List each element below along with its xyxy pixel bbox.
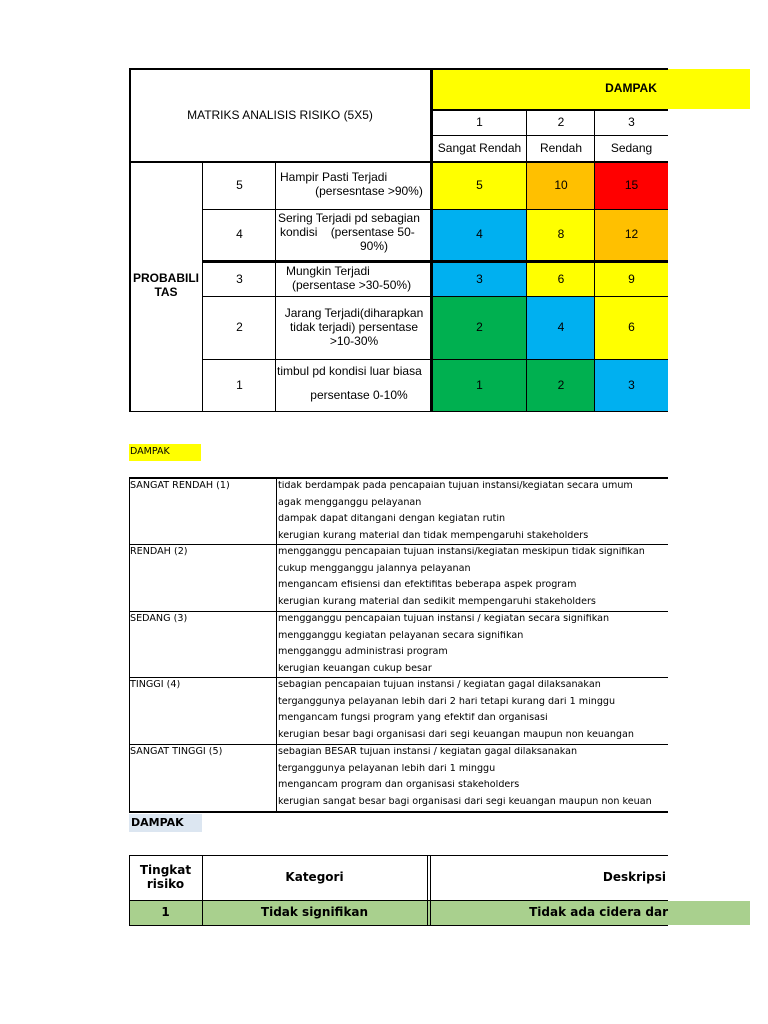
header-tingkat xyxy=(129,855,202,900)
risk-table-frame xyxy=(129,855,750,926)
prob-level-4: 4 xyxy=(236,227,243,242)
impact-label-3: Sedang xyxy=(610,140,653,155)
prob-desc-5 xyxy=(276,171,432,199)
impact-category-line: kerugian kurang material dan sedikit mempengaruhi stakeholders xyxy=(278,596,596,607)
prob-desc-2-line-1: Jarang Terjadi(diharapkan xyxy=(284,306,424,320)
risk-cell-4-3: 12 xyxy=(595,210,668,260)
impact-section-label: DAMPAK xyxy=(129,444,201,461)
header-kategori: Kategori xyxy=(285,869,344,884)
risk-cell-2-2: 4 xyxy=(527,297,595,359)
probability-line-1: PROBABILI xyxy=(133,271,199,285)
grid-line xyxy=(129,744,668,745)
impact-category-name: RENDAH (2) xyxy=(130,547,188,557)
risk-cell-3-3: 9 xyxy=(595,263,668,296)
grid-line xyxy=(129,811,668,813)
prob-desc-2-line-3: >10-30% xyxy=(329,333,379,348)
grid-line xyxy=(430,68,433,412)
grid-line xyxy=(275,161,276,412)
prob-desc-2 xyxy=(276,307,432,348)
risk-row-tingkat: 1 xyxy=(161,905,170,920)
grid-line xyxy=(129,900,668,901)
impact-category-line: terganggunya pelayanan lebih dari 1 minggu xyxy=(278,763,496,774)
impact-category-line: mengganggu pencapaian tujuan instansi / kegiatan secara signifikan xyxy=(278,614,610,624)
impact-category-line: kerugian sangat besar bagi organisasi dari segi keuangan maupun non keuan xyxy=(278,796,652,807)
impact-label-2: Rendah xyxy=(539,140,583,155)
impact-category-line: sebagian BESAR tujuan instansi / kegiatan gagal dilaksanakan xyxy=(278,747,578,757)
prob-level-5: 5 xyxy=(236,178,243,193)
grid-line xyxy=(129,68,668,70)
risk-level-label: DAMPAK xyxy=(129,814,202,832)
impact-category-name: SEDANG (3) xyxy=(130,614,188,624)
grid-line xyxy=(129,477,130,813)
grid-line xyxy=(202,161,203,412)
impact-label-1: Sangat Rendah xyxy=(437,140,522,155)
prob-desc-3 xyxy=(276,265,432,293)
prob-desc-1-line-2: persentase 0-10% xyxy=(310,387,408,402)
impact-category-line: kerugian kurang material dan tidak mempengaruhi stakeholders xyxy=(278,530,589,541)
grid-line xyxy=(203,209,668,210)
grid-line xyxy=(129,411,668,412)
grid-line xyxy=(430,855,431,926)
impact-category-line: mengancam program dan organisasi stakeholders xyxy=(278,780,520,790)
prob-desc-2-line-2: tidak terjadi) persentase xyxy=(289,319,419,334)
impact-level-1: 1 xyxy=(476,115,483,130)
prob-desc-4 xyxy=(276,212,432,253)
grid-line xyxy=(427,855,428,926)
impact-category-line: terganggunya pelayanan lebih dari 2 hari tetapi kurang dari 1 minggu xyxy=(278,696,616,707)
grid-line xyxy=(432,109,668,111)
impact-category-name: TINGGI (4) xyxy=(130,680,181,690)
prob-desc-4-line-2: kondisi (persentase 50- xyxy=(280,224,415,239)
grid-line xyxy=(129,161,668,163)
risk-cell-2-1: 2 xyxy=(432,297,527,359)
grid-line xyxy=(203,296,668,297)
impact-category-name: SANGAT TINGGI (5) xyxy=(130,747,223,757)
impact-category-name: SANGAT RENDAH (1) xyxy=(130,481,230,491)
prob-level-2: 2 xyxy=(236,320,243,335)
dampak-header-cell xyxy=(432,69,750,109)
probability-line-2: TAS xyxy=(154,284,178,299)
dampak-header: DAMPAK xyxy=(605,81,657,96)
grid-line xyxy=(129,68,131,412)
impact-category-line: agak mengganggu pelayanan xyxy=(278,497,422,508)
grid-line xyxy=(203,359,668,360)
prob-level-3: 3 xyxy=(236,271,243,286)
risk-cell-4-2: 8 xyxy=(527,210,595,260)
prob-desc-3-line-2: (persentase >30-50%) xyxy=(292,277,412,292)
prob-desc-5-line-2: (persesntase >90%) xyxy=(315,183,423,198)
impact-level-3: 3 xyxy=(628,115,635,130)
impact-category-line: tidak berdampak pada pencapaian tujuan instansi/kegiatan secara umum xyxy=(278,481,633,491)
risk-cell-3-2: 6 xyxy=(527,263,595,296)
header-tingkat-line-2: risiko xyxy=(146,876,185,891)
grid-line xyxy=(129,677,668,678)
risk-cell-1-1: 1 xyxy=(432,360,527,411)
impact-category-line: mengganggu administrasi program xyxy=(278,647,448,657)
impact-category-line: mengancam efisiensi dan efektifitas beberapa aspek program xyxy=(278,580,577,590)
impact-level-2: 2 xyxy=(557,115,565,130)
grid-line xyxy=(526,109,527,412)
impact-category-line: mengganggu pencapaian tujuan instansi/kegiatan meskipun tidak signifikan xyxy=(278,547,645,557)
prob-desc-4-line-1: Sering Terjadi pd sebagian xyxy=(278,211,420,225)
risk-cell-2-3: 6 xyxy=(595,297,668,359)
prob-level-1: 1 xyxy=(236,377,243,392)
impact-category-line: sebagian pencapaian tujuan instansi / kegiatan gagal dilaksanakan xyxy=(278,680,601,690)
header-tingkat-line-1: Tingkat xyxy=(139,862,192,877)
matrix-title: MATRIKS ANALISIS RISIKO (5X5) xyxy=(187,108,373,123)
risk-row-deskripsi: Tidak ada cidera dar xyxy=(529,905,668,920)
grid-line xyxy=(276,477,277,813)
grid-line xyxy=(129,855,668,856)
impact-category-line: kerugian besar bagi organisasi dari segi keuangan maupun non keuangan xyxy=(278,729,634,740)
grid-line xyxy=(129,611,668,612)
grid-line xyxy=(129,855,130,926)
probability-label xyxy=(130,272,202,300)
impact-category-line: kerugian keuangan cukup besar xyxy=(278,663,432,674)
prob-desc-3-line-1: Mungkin Terjadi xyxy=(286,264,370,278)
risk-row-kategori: Tidak signifikan xyxy=(260,905,369,920)
risk-cell-1-3: 3 xyxy=(595,360,668,411)
grid-line xyxy=(203,260,668,263)
risk-cell-1-2: 2 xyxy=(527,360,595,411)
risk-cell-5-1: 5 xyxy=(432,163,527,209)
prob-desc-5-line-1: Hampir Pasti Terjadi xyxy=(280,170,388,184)
header-deskripsi: Deskripsi xyxy=(602,869,666,884)
impact-category-line: mengancam fungsi program yang efektif dan organisasi xyxy=(278,713,548,723)
grid-line xyxy=(129,925,668,926)
risk-cell-5-3: 15 xyxy=(595,163,668,209)
grid-line xyxy=(432,135,668,136)
impact-category-line: dampak dapat ditangani dengan kegiatan rutin xyxy=(278,514,506,524)
risk-cell-4-1: 4 xyxy=(432,210,527,260)
prob-desc-1-line-1: timbul pd kondisi luar biasa xyxy=(277,364,422,378)
risk-cell-3-1: 3 xyxy=(432,263,527,296)
grid-line xyxy=(202,855,203,926)
grid-line xyxy=(129,544,668,545)
prob-desc-4-line-3: 90%) xyxy=(359,238,388,253)
grid-line xyxy=(594,109,595,412)
grid-line xyxy=(129,477,668,479)
impact-category-line: mengganggu kegiatan pelayanan secara signifikan xyxy=(278,630,524,641)
prob-desc-1 xyxy=(276,365,432,403)
risk-cell-5-2: 10 xyxy=(527,163,595,209)
impact-category-line: cukup mengganggu jalannya pelayanan xyxy=(278,563,471,574)
